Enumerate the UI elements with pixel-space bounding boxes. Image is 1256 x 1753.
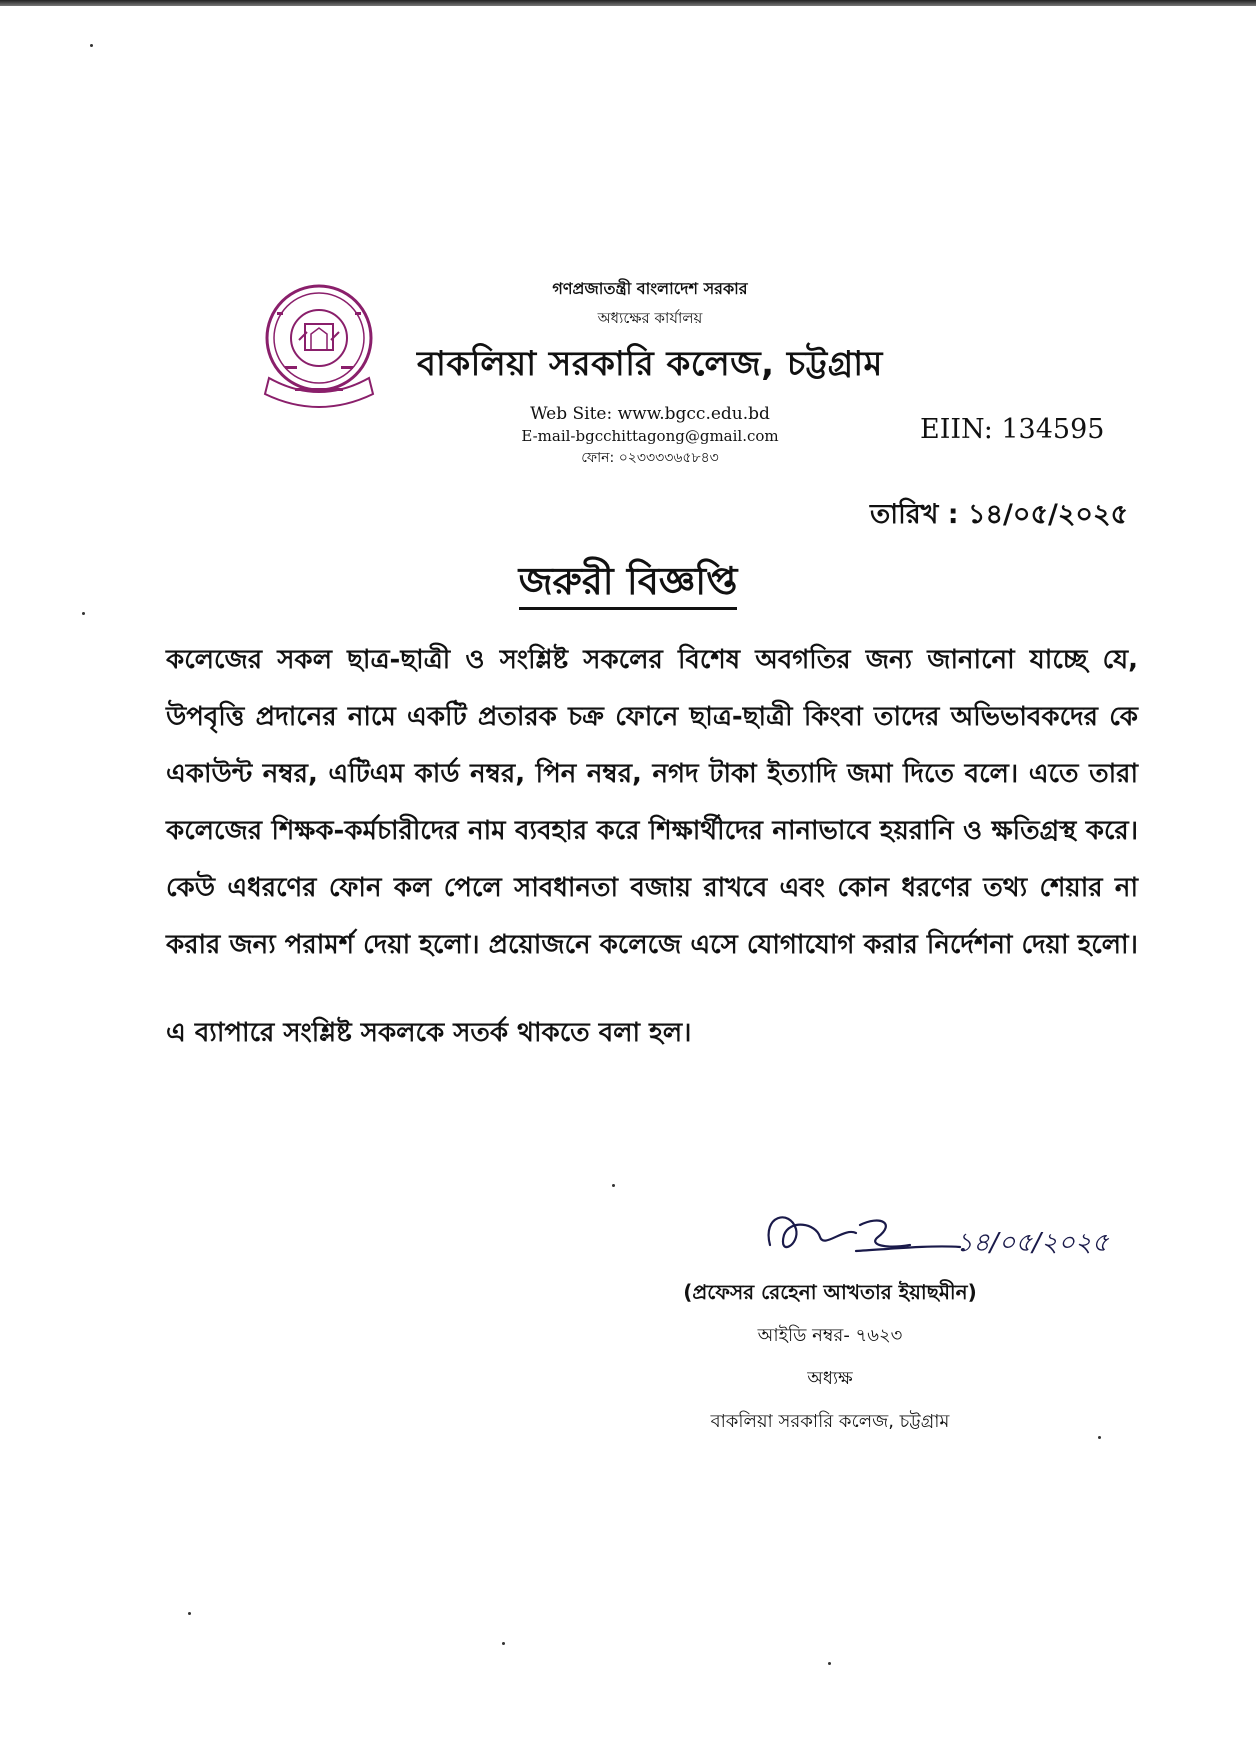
- signatory-college: বাকলিয়া সরকারি কলেজ, চট্টগ্রাম: [710, 1411, 950, 1432]
- scan-speck: [828, 1662, 831, 1665]
- signatory-name: (প্রফেসর রেহেনা আখতার ইয়াছমীন): [683, 1280, 977, 1304]
- eiin-number: EIIN: 134595: [920, 414, 1105, 445]
- scan-edge: [0, 0, 1256, 6]
- notice-date: তারিখ : ১৪/০৫/২০২৫: [870, 499, 1129, 530]
- signature-icon: [760, 1205, 1130, 1285]
- college-seal-icon: [255, 282, 383, 410]
- scan-speck: [502, 1642, 505, 1645]
- notice-title: জরুরী বিজ্ঞপ্তি: [519, 559, 738, 610]
- government-line: গণপ্রজাতন্ত্রী বাংলাদেশ সরকার: [552, 279, 748, 298]
- letterhead: [390, 276, 910, 469]
- notice-title-wrapper: [0, 552, 1256, 616]
- signatory-designation: অধ্যক্ষ: [807, 1368, 853, 1389]
- closing-line: এ ব্যাপারে সংশ্লিষ্ট সকলকে সতর্ক থাকতে বলা হল।: [166, 1018, 692, 1048]
- notice-body: কলেজের সকল ছাত্র-ছাত্রী ও সংশ্লিষ্ট সকলের বিশেষ অবগতির জন্য জানানো যাচ্ছে যে, উপবৃত্তি প্রদানের নামে একটি প্রতারক চক্র ফোনে ছাত্র-ছাত্রী কিংবা তাদের অভিভাবকদের কে একাউন্ট নম্বর, এটিএম কার্ড নম্বর, পিন নম্বর, নগদ টাকা ইত্যাদি জমা দিতে বলে। এতে তারা কলেজের শিক্ষক-কর্মচারীদের নাম ব্যবহার করে শিক্ষার্থীদের নানাভাবে হয়রানি ও ক্ষতিগ্রস্থ করে। কেউ এধরণের ফোন কল পেলে সাবধানতা বজায় রাখবে এবং কোন ধরণের তথ্য শেয়ার না করার জন্য পরামর্শ দেয়া হলো। প্রয়োজনে কলেজে এসে যোগাযোগ করার নির্দেশনা দেয়া হলো।: [166, 645, 1138, 960]
- college-name: বাকলিয়া সরকারি কলেজ, চট্টগ্রাম: [417, 344, 883, 384]
- scan-speck: [90, 44, 93, 47]
- scan-speck: [612, 1184, 615, 1187]
- website: Web Site: www.bgcc.edu.bd: [530, 404, 770, 424]
- handwritten-date: ১৪/০৫/২০২৫: [956, 1228, 1109, 1258]
- email: E-mail-bgcchittagong@gmail.com: [521, 427, 779, 445]
- office-line: অধ্যক্ষের কার্যালয়: [597, 309, 703, 327]
- scan-speck: [188, 1612, 191, 1615]
- phone: ফোন: ০২৩৩৩৩৬৫৮৪৩: [581, 450, 719, 466]
- scan-speck: [1098, 1436, 1101, 1439]
- signatory-block: [640, 1278, 1020, 1450]
- signatory-id: আইডি নম্বর- ৭৬২৩: [757, 1325, 903, 1346]
